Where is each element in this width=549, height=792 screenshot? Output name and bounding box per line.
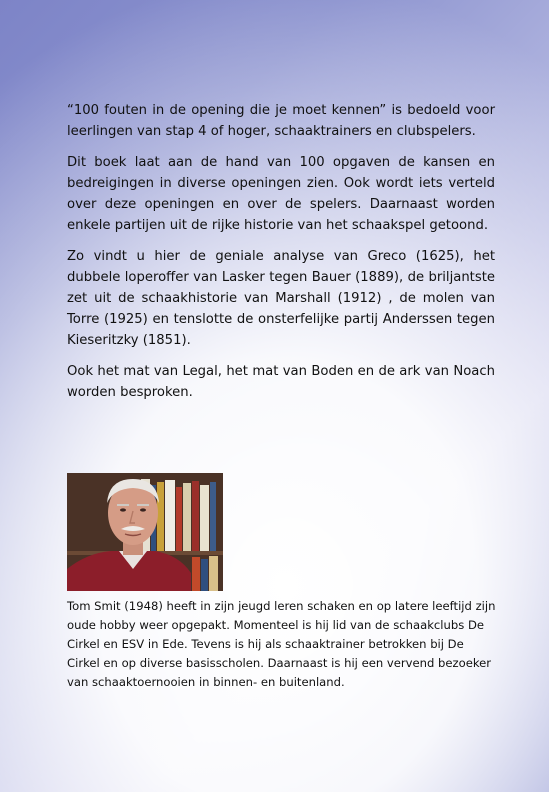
paragraph-content: Dit boek laat aan de hand van 100 opgaven de kansen en bedreigingen in diverse openingen zien. Ook wordt iets verteld over deze openingen en over de spelers. Daarnaast worden enkele partijen uit de rijke historie van het schaakspel getoond. [67, 155, 495, 233]
paragraph-historic-games: Zo vindt u hier de geniale analyse van Greco (1625), het dubbele loperoffer van Lasker tegen Bauer (1889), de briljantste zet uit de schaakhistorie van Marshall (1912) , de molen van Torre (1925) en tenslotte de onsterfelijke partij Anderssen tegen Kieseritzky (1851). [67, 249, 495, 348]
back-cover-description [67, 100, 495, 413]
author-bio [67, 597, 497, 692]
author-portrait-illustration [67, 473, 223, 591]
author-photo [67, 473, 223, 591]
paragraph-intro: “100 fouten in de opening die je moet kennen” is bedoeld voor leerlingen van stap 4 of hoger, schaaktrainers en clubspelers. [67, 103, 495, 139]
author-bio-text: Tom Smit (1948) heeft in zijn jeugd leren schaken en op latere leeftijd zijn oude hobby weer opgepakt. Momenteel is hij lid van de schaakclubs De Cirkel en ESV in Ede. Tevens is hij als schaaktrainer betrokken bij De Cirkel en op diverse basisscholen. Daarnaast is hij een vervend bezoeker van schaaktoernooien in binnen- en buitenland. [67, 599, 496, 689]
paragraph-mates: Ook het mat van Legal, het mat van Boden en de ark van Noach worden besproken. [67, 364, 495, 400]
